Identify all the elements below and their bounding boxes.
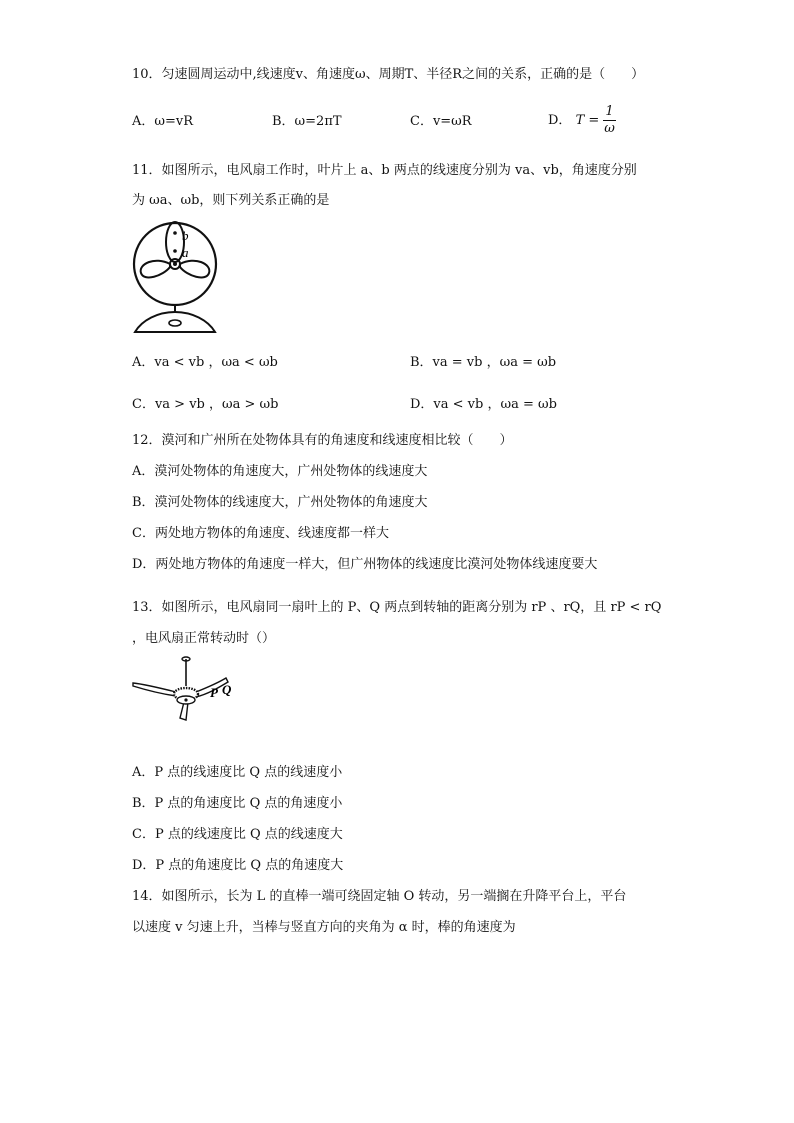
q11-stem-line2: 为 ωa、ωb，则下列关系正确的是: [132, 193, 330, 208]
fan-blade-right: [180, 261, 209, 278]
q10-option-b: B．ω=2πT: [272, 114, 342, 129]
point-a-dot: [173, 249, 177, 253]
point-q-label: Q: [222, 682, 232, 697]
q11-option-c: C．va > vb ，ωa > ωb: [132, 397, 279, 412]
point-p-label: P: [210, 685, 218, 700]
desk-fan-figure: [130, 220, 220, 336]
q11-option-b: B．va = vb ，ωa = ωb: [410, 355, 557, 370]
q12-option-b: B．漠河处物体的线速度大，广州处物体的角速度大: [132, 495, 428, 510]
q13-option-c: C．P 点的线速度比 Q 点的线速度大: [132, 827, 343, 842]
q10-option-d-fraction: [603, 104, 615, 137]
q12-option-d: D．两处地方物体的角速度一样大，但广州物体的线速度比漠河处物体线速度要大: [132, 557, 598, 572]
q11-option-d: D．va < vb ，ωa = ωb: [410, 397, 557, 412]
q10-option-d-denominator: ω: [604, 121, 615, 136]
q12-stem: 12．漠河和广州所在处物体具有的角速度和线速度相比较（ ）: [132, 433, 513, 448]
point-b-label: b: [182, 228, 189, 243]
point-a-label: a: [182, 245, 189, 260]
q13-stem-line1: 13．如图所示，电风扇同一扇叶上的 P、Q 两点到转轴的距离分别为 rP 、rQ，且 rP < rQ: [132, 600, 662, 615]
q13-option-d: D．P 点的角速度比 Q 点的角速度大: [132, 858, 344, 873]
q13-option-b: B．P 点的角速度比 Q 点的角速度小: [132, 796, 343, 811]
fan-blade-bottom: [180, 702, 188, 720]
q10-option-d-lhs: T =: [575, 113, 600, 128]
fan-base: [135, 312, 215, 332]
fan-base-knob: [169, 320, 181, 326]
point-b-dot: [173, 231, 177, 235]
q14-stem-line2: 以速度 v 匀速上升，当棒与竖直方向的夹角为 α 时，棒的角速度为: [132, 920, 516, 935]
fan-axis: [173, 262, 177, 266]
q10-option-d: [548, 104, 616, 137]
q12-option-a: A．漠河处物体的角速度大，广州处物体的线速度大: [132, 464, 428, 479]
q12-option-c: C．两处地方物体的角速度、线速度都一样大: [132, 526, 389, 541]
q11-stem-line1: 11．如图所示，电风扇工作时，叶片上 a、b 两点的线速度分别为 va、vb，角速度分别: [132, 163, 637, 178]
ceiling-fan-figure: [130, 656, 242, 726]
q10-option-d-numerator: 1: [605, 104, 614, 119]
fan-blade-left: [133, 683, 176, 696]
q14-stem-line1: 14．如图所示，长为 L 的直棒一端可绕固定轴 O 转动，另一端搁在升降平台上，平台: [132, 889, 627, 904]
fan-center-dot: [184, 698, 187, 701]
fan-blade-left: [141, 261, 170, 278]
q10-option-c: C．v=ωR: [410, 114, 472, 129]
q10-option-a: A．ω=vR: [132, 114, 194, 129]
q10-stem: 10．匀速圆周运动中,线速度v、角速度ω、周期T、半径R之间的关系，正确的是（ ）: [132, 67, 645, 82]
q10-option-d-prefix: D．: [548, 113, 572, 128]
q13-stem-line2: ，电风扇正常转动时（）: [132, 631, 276, 646]
q11-option-a: A．va < vb ，ωa < ωb: [132, 355, 278, 370]
q13-option-a: A．P 点的线速度比 Q 点的线速度小: [132, 765, 343, 780]
